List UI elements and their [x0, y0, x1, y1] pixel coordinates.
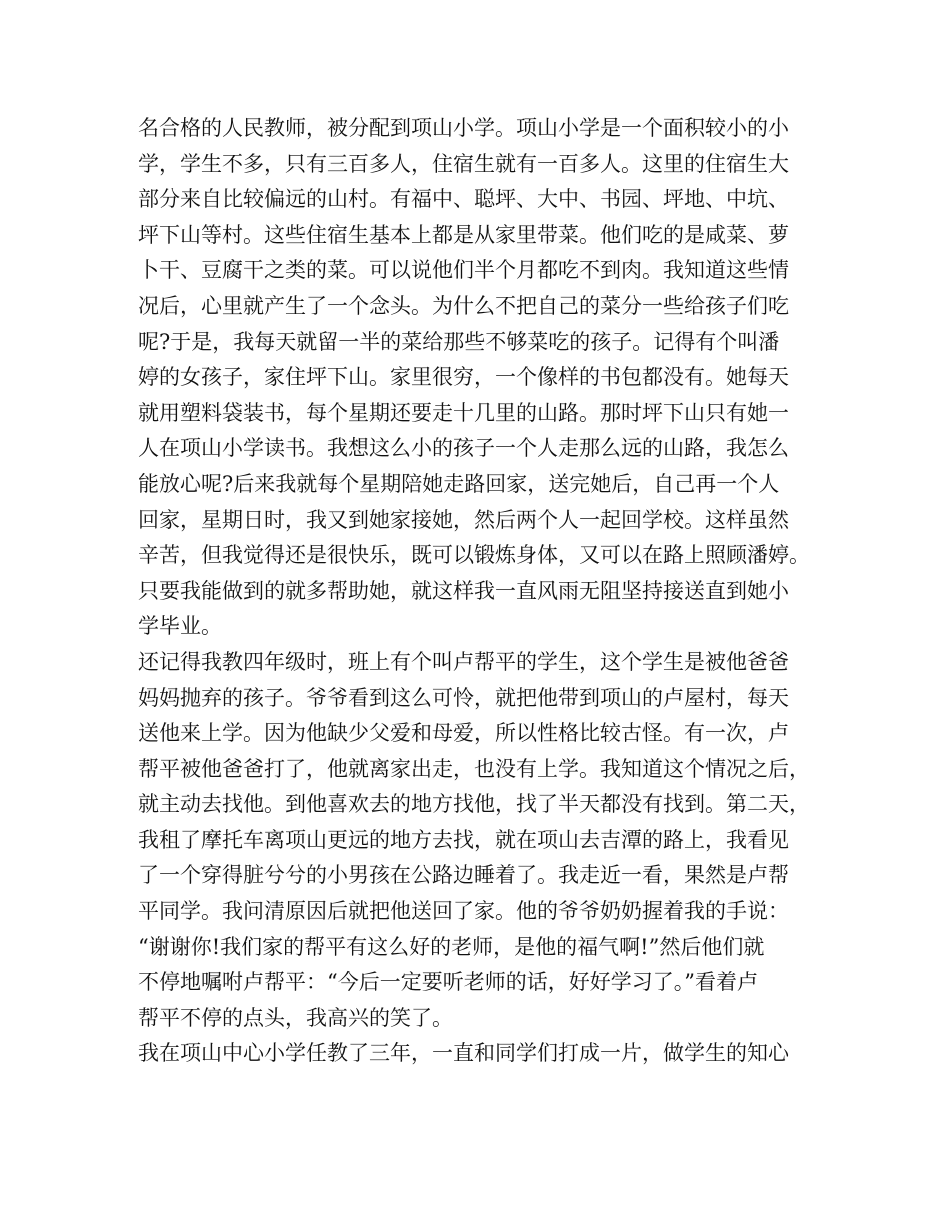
text-line: 妈妈抛弃的孩子。爷爷看到这么可怜，就把他带到项山的卢屋村，每天 — [138, 685, 789, 710]
text-line: 了一个穿得脏兮兮的小男孩在公路边睡着了。我走近一看，果然是卢帮 — [138, 863, 789, 888]
text-line: 不停地嘱咐卢帮平：“今后一定要听老师的话，好好学习了。”看着卢 — [138, 970, 758, 995]
text-line: 就用塑料袋装书，每个星期还要走十几里的山路。那时坪下山只有她一 — [138, 400, 789, 425]
text-line: 就主动去找他。到他喜欢去的地方找他，找了半天都没有找到。第二天， — [138, 792, 810, 817]
text-line: 我在项山中心小学任教了三年，一直和同学们打成一片，做学生的知心 — [138, 1041, 789, 1066]
text-line: 我租了摩托车离项山更远的地方去找，就在项山去吉潭的路上，我看见 — [138, 827, 789, 852]
text-line: 卜干、豆腐干之类的菜。可以说他们半个月都吃不到肉。我知道这些情 — [138, 258, 789, 283]
text-line: 名合格的人民教师，被分配到项山小学。项山小学是一个面积较小的小 — [138, 116, 789, 140]
text-line: 能放心呢?后来我就每个星期陪她走路回家，送完她后，自己再一个人 — [138, 471, 780, 496]
text-line: 帮平被他爸爸打了，他就离家出走，也没有上学。我知道这个情况之后， — [138, 756, 810, 781]
text-line: 呢?于是，我每天就留一半的菜给那些不够菜吃的孩子。记得有个叫潘 — [138, 329, 780, 354]
text-line: 只要我能做到的就多帮助她，就这样我一直风雨无阻坚持接送直到她小 — [138, 578, 789, 603]
text-line: “谢谢你!我们家的帮平有这么好的老师，是他的福气啊!”然后他们就 — [138, 934, 765, 959]
text-line: 辛苦，但我觉得还是很快乐，既可以锻炼身体，又可以在路上照顾潘婷。 — [138, 543, 810, 568]
text-line: 平同学。我问清原因后就把他送回了家。他的爷爷奶奶握着我的手说： — [138, 899, 789, 924]
text-line: 帮平不停的点头，我高兴的笑了。 — [138, 1005, 453, 1030]
text-line: 回家，星期日时，我又到她家接她，然后两个人一起回学校。这样虽然 — [138, 507, 789, 532]
body-text — [138, 111, 828, 1072]
text-line: 学毕业。 — [138, 614, 222, 639]
text-line: 还记得我教四年级时，班上有个叫卢帮平的学生，这个学生是被他爸爸 — [138, 649, 789, 674]
text-line: 况后，心里就产生了一个念头。为什么不把自己的菜分一些给孩子们吃 — [138, 293, 789, 318]
text-line: 部分来自比较偏远的山村。有福中、聪坪、大中、书园、坪地、中坑、 — [138, 187, 789, 212]
text-line: 婷的女孩子，家住坪下山。家里很穷，一个像样的书包都没有。她每天 — [138, 365, 789, 390]
text-line: 送他来上学。因为他缺少父爱和母爱，所以性格比较古怪。有一次，卢 — [138, 721, 789, 746]
text-line: 坪下山等村。这些住宿生基本上都是从家里带菜。他们吃的是咸菜、萝 — [138, 222, 789, 247]
text-line: 学，学生不多，只有三百多人，住宿生就有一百多人。这里的住宿生大 — [138, 151, 789, 176]
text-line: 人在项山小学读书。我想这么小的孩子一个人走那么远的山路，我怎么 — [138, 436, 789, 461]
